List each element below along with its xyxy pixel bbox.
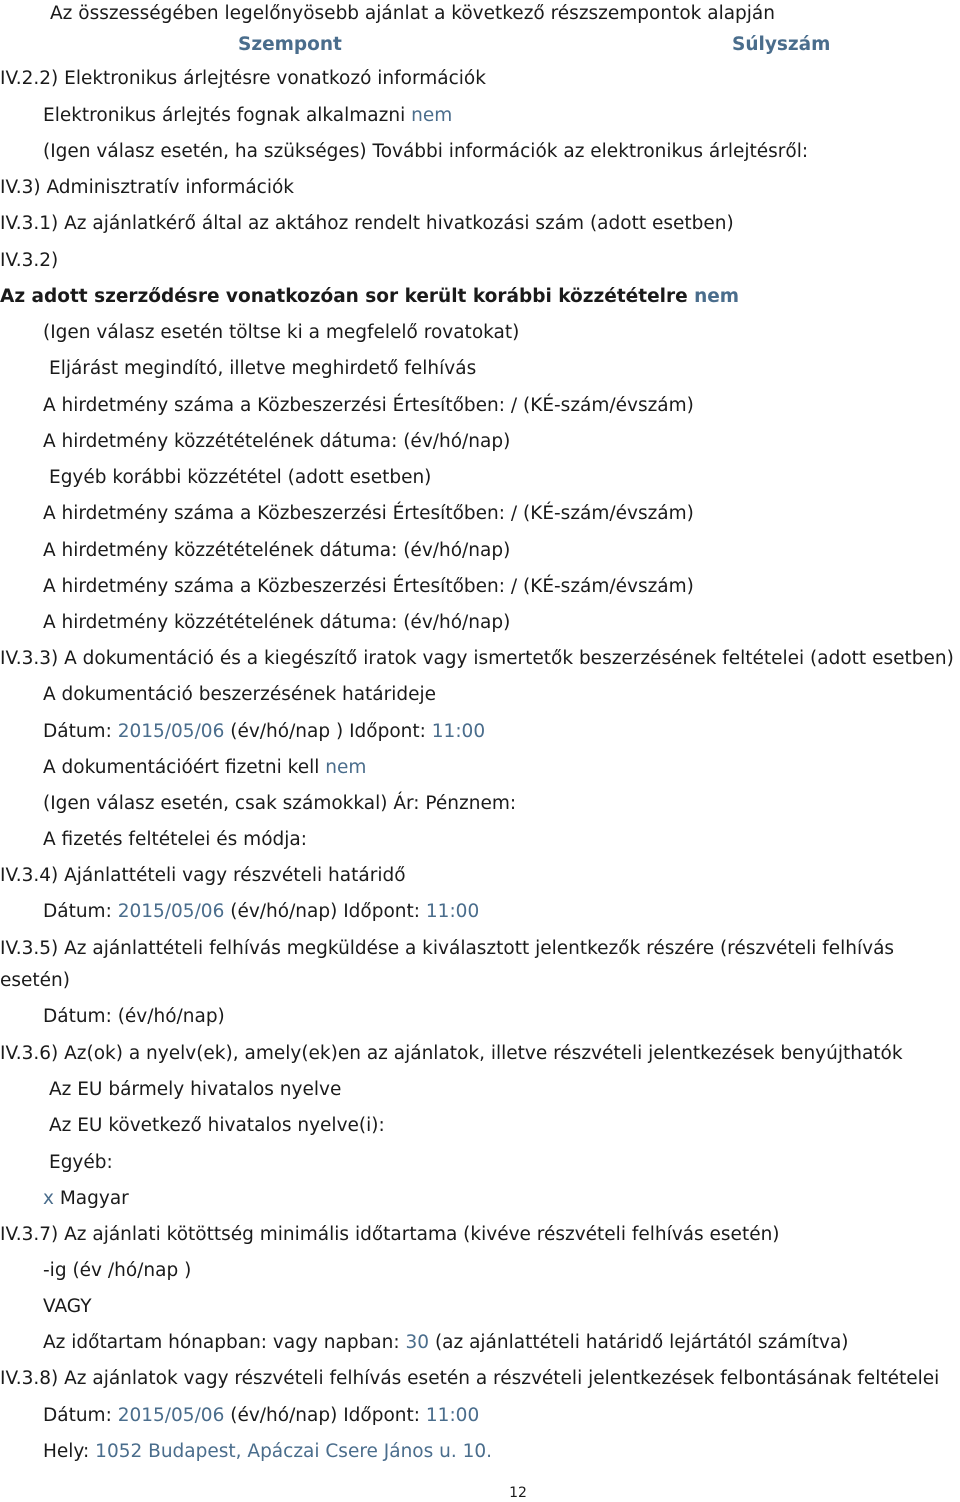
section-iv-3-4: IV.3.4) Ajánlattételi vagy részvételi határidő (0, 865, 406, 886)
other-publication-heading: Egyéb korábbi közzététel (adott esetben) (49, 467, 432, 488)
binding-until-date: -ig (év /hó/nap ) (43, 1260, 192, 1281)
section-iv-3-6: IV.3.6) Az(ok) a nyelv(ek), amely(ek)en az ajánlatok, illetve részvételi jelentkezések benyújthatók (0, 1043, 903, 1064)
date-format-time-label: (év/hó/nap) Időpont: (230, 901, 421, 922)
price-currency: (Igen válasz esetén, csak számokkal) Ár: Pénznem: (43, 793, 517, 814)
documentation-fee-label: A dokumentációért fizetni kell (43, 757, 320, 778)
notice-date-2: A hirdetmény közzétételének dátuma: (év/hó/nap) (43, 540, 511, 561)
binding-duration-tail: (az ajánlattételi határidő lejártától számítva) (434, 1332, 849, 1353)
opening-place-row (43, 1440, 492, 1464)
e-auction-row (43, 104, 452, 128)
contract-notice-heading: Eljárást megindító, illetve meghirdető felhívás (49, 358, 477, 379)
notice-number-2: A hirdetmény száma a Közbeszerzési Értesítőben: / (KÉ-szám/évszám) (43, 503, 694, 524)
page-number: 12 (509, 1485, 527, 1501)
prior-publication-row (0, 285, 739, 309)
section-iv-3-5: IV.3.5) Az ajánlattételi felhívás megküldése a kiválasztott jelentkezők részére (részvételi felhívás (0, 938, 895, 959)
section-iv-3-3: IV.3.3) A dokumentáció és a kiegészítő iratok vagy ismertetők beszerzésének feltételei (adott esetben) (0, 648, 954, 669)
time-value: 11:00 (425, 1405, 480, 1426)
tender-deadline-datetime (43, 900, 479, 924)
date-label: Dátum: (43, 721, 112, 742)
documentation-fee-value: nem (325, 757, 367, 778)
language-selected-value: Magyar (59, 1188, 129, 1209)
date-format-time-label: (év/hó/nap) Időpont: (230, 1405, 421, 1426)
prior-publication-value: nem (694, 286, 740, 307)
binding-duration-value: 30 (405, 1332, 430, 1353)
payment-terms: A fizetés feltételei és módja: (43, 829, 307, 850)
time-value: 11:00 (431, 721, 486, 742)
notice-date-1: A hirdetmény közzétételének dátuma: (év/hó/nap) (43, 431, 511, 452)
or-separator: VAGY (43, 1296, 92, 1317)
place-label: Hely: (43, 1441, 90, 1462)
dispatch-date: Dátum: (év/hó/nap) (43, 1006, 225, 1027)
check-mark-icon: x (43, 1188, 54, 1209)
language-specific-eu: Az EU következő hivatalos nyelve(i): (49, 1115, 385, 1136)
documentation-fee-row (43, 756, 366, 780)
e-auction-label: Elektronikus árlejtés fognak alkalmazni (43, 105, 406, 126)
language-other: Egyéb: (49, 1152, 113, 1173)
date-label: Dátum: (43, 901, 112, 922)
criteria-header: Szempont (238, 34, 342, 55)
notice-date-3: A hirdetmény közzétételének dátuma: (év/hó/nap) (43, 612, 511, 633)
opening-datetime (43, 1404, 479, 1428)
date-label: Dátum: (43, 1405, 112, 1426)
e-auction-value: nem (411, 105, 453, 126)
language-any-eu: Az EU bármely hivatalos nyelve (49, 1079, 342, 1100)
time-value: 11:00 (425, 901, 480, 922)
binding-duration-row (43, 1331, 849, 1355)
section-iv-3-7: IV.3.7) Az ajánlati kötöttség minimális időtartama (kivéve részvételi felhívás esetén) (0, 1224, 780, 1245)
documentation-datetime (43, 720, 485, 744)
section-iv-3-5-cont: esetén) (0, 970, 70, 991)
place-value: 1052 Budapest, Apáczai Csere János u. 10. (95, 1441, 493, 1462)
binding-duration-label: Az időtartam hónapban: vagy napban: (43, 1332, 400, 1353)
section-iv-3-2: IV.3.2) (0, 250, 59, 271)
date-format-time-label: (év/hó/nap ) Időpont: (230, 721, 426, 742)
section-iv-3-8: IV.3.8) Az ajánlatok vagy részvételi felhívás esetén a részvételi jelentkezések felbontásának feltételei (0, 1368, 940, 1389)
prior-publication-hint: (Igen válasz esetén töltse ki a megfelelő rovatokat) (43, 322, 520, 343)
notice-number-1: A hirdetmény száma a Közbeszerzési Értesítőben: / (KÉ-szám/évszám) (43, 395, 694, 416)
date-value: 2015/05/06 (117, 1405, 225, 1426)
e-auction-info: (Igen válasz esetén, ha szükséges) További információk az elektronikus árlejtésről: (43, 141, 809, 162)
prior-publication-label: Az adott szerződésre vonatkozóan sor került korábbi közzétételre (0, 286, 688, 307)
notice-number-3: A hirdetmény száma a Közbeszerzési Értesítőben: / (KÉ-szám/évszám) (43, 576, 694, 597)
date-value: 2015/05/06 (117, 721, 225, 742)
language-selected-row (43, 1187, 129, 1211)
section-iv-3-1: IV.3.1) Az ajánlatkérő által az aktához rendelt hivatkozási szám (adott esetben) (0, 213, 734, 234)
date-value: 2015/05/06 (117, 901, 225, 922)
section-iv-3: IV.3) Adminisztratív információk (0, 177, 295, 198)
documentation-deadline: A dokumentáció beszerzésének határideje (43, 684, 437, 705)
weight-header: Súlyszám (732, 34, 831, 55)
section-iv-2-2: IV.2.2) Elektronikus árlejtésre vonatkozó információk (0, 68, 486, 89)
award-criteria-intro: Az összességében legelőnyösebb ajánlat a következő részszempontok alapján (50, 3, 775, 24)
